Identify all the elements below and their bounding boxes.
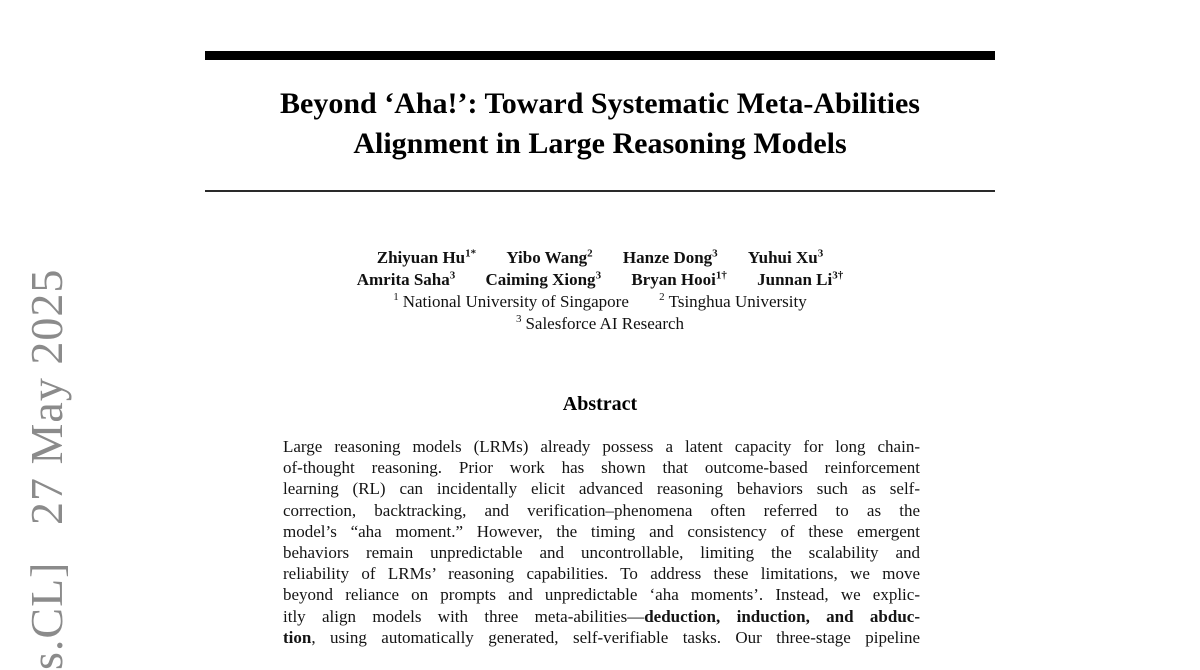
author-affiliation-marker: 3 — [817, 247, 824, 260]
affiliation-marker: 1 — [393, 291, 399, 304]
affiliation-name: Tsinghua University — [668, 292, 807, 311]
author-name-text: Junnan Li — [757, 270, 833, 289]
abstract-text: , using automatically generated, self-verifiable tasks. Our three-stage pipeline — [311, 627, 920, 647]
abstract-bold-text: tion — [283, 627, 312, 647]
affiliation-name: National University of Singapore — [402, 292, 629, 311]
abstract-line — [283, 478, 920, 499]
title-line-1: Beyond ‘Aha!’: Toward Systematic Meta-Abilities — [280, 87, 920, 120]
author-name-text: Yibo Wang — [506, 248, 588, 267]
author-name-text: Zhiyuan Hu — [376, 248, 466, 267]
author-name — [748, 248, 823, 267]
abstract-text: itly align models with three meta-abilities— — [283, 606, 645, 626]
abstract-heading: Abstract — [562, 393, 638, 415]
author-name — [506, 248, 592, 267]
abstract-text: of-thought reasoning. Prior work has shown that outcome-based reinforcement — [283, 458, 920, 478]
abstract-text: Large reasoning models (LRMs) already possess a latent capacity for long chain- — [283, 437, 920, 456]
abstract-line — [283, 627, 920, 648]
author-name-text: Caiming Xiong — [485, 270, 596, 289]
author-name — [631, 270, 727, 289]
affiliation-row-1 — [205, 291, 995, 313]
paper-title — [205, 84, 995, 164]
affiliation — [659, 292, 807, 311]
author-row-1 — [205, 247, 995, 269]
author-name — [623, 248, 718, 267]
arxiv-watermark-text: s.CL] 27 May 2025 — [21, 268, 72, 670]
affiliation-name: Salesforce AI Research — [525, 314, 685, 333]
abstract-text: beyond reliance on prompts and unpredictable ‘aha moments’. Instead, we explic- — [283, 585, 920, 605]
author-affiliation-marker: 3 — [449, 269, 456, 282]
abstract-text: learning (RL) can incidentally elicit advanced reasoning behaviors such as self- — [283, 479, 920, 499]
affiliation-marker: 3 — [515, 313, 522, 326]
title-top-rule — [205, 51, 995, 60]
affiliation-marker: 2 — [659, 291, 665, 304]
abstract-line — [283, 457, 920, 478]
abstract-line — [283, 436, 920, 457]
abstract-text: behaviors remain unpredictable and uncontrollable, limiting the scalability and — [283, 543, 920, 563]
abstract-line — [283, 584, 920, 605]
author-affiliation-marker: 1* — [465, 247, 477, 260]
affiliation-row-2 — [205, 313, 995, 335]
author-name-text: Yuhui Xu — [747, 248, 818, 267]
author-row-2 — [205, 269, 995, 291]
affiliation — [516, 314, 684, 333]
author-block — [205, 247, 995, 335]
title-bottom-rule — [205, 190, 995, 192]
abstract-text: reliability of LRMs’ reasoning capabilities. To address these limitations, we move — [283, 564, 920, 584]
author-affiliation-marker: 1† — [715, 269, 727, 282]
abstract-text: correction, backtracking, and verification–phenomena often referred to as the — [283, 500, 920, 520]
abstract-body — [283, 436, 920, 648]
abstract-text: model’s “aha moment.” However, the timing and consistency of these emergent — [283, 521, 920, 541]
title-line-2: Alignment in Large Reasoning Models — [353, 127, 847, 160]
author-name — [377, 248, 476, 267]
author-affiliation-marker: 3† — [832, 269, 844, 282]
author-name — [757, 270, 843, 289]
abstract-line — [283, 563, 920, 584]
author-name — [357, 270, 456, 289]
abstract-bold-text: deduction, induction, and abduc- — [644, 606, 920, 626]
abstract-line — [283, 542, 920, 563]
abstract-line — [283, 606, 920, 627]
author-name-text: Bryan Hooi — [631, 270, 716, 289]
affiliation — [393, 292, 629, 311]
author-name-text: Hanze Dong — [622, 248, 713, 267]
author-affiliation-marker: 3 — [712, 247, 718, 260]
author-name-text: Amrita Saha — [356, 270, 450, 289]
abstract-line — [283, 521, 920, 542]
author-name — [486, 270, 602, 289]
author-affiliation-marker: 2 — [587, 247, 593, 260]
author-affiliation-marker: 3 — [595, 269, 602, 282]
abstract-line — [283, 500, 920, 521]
